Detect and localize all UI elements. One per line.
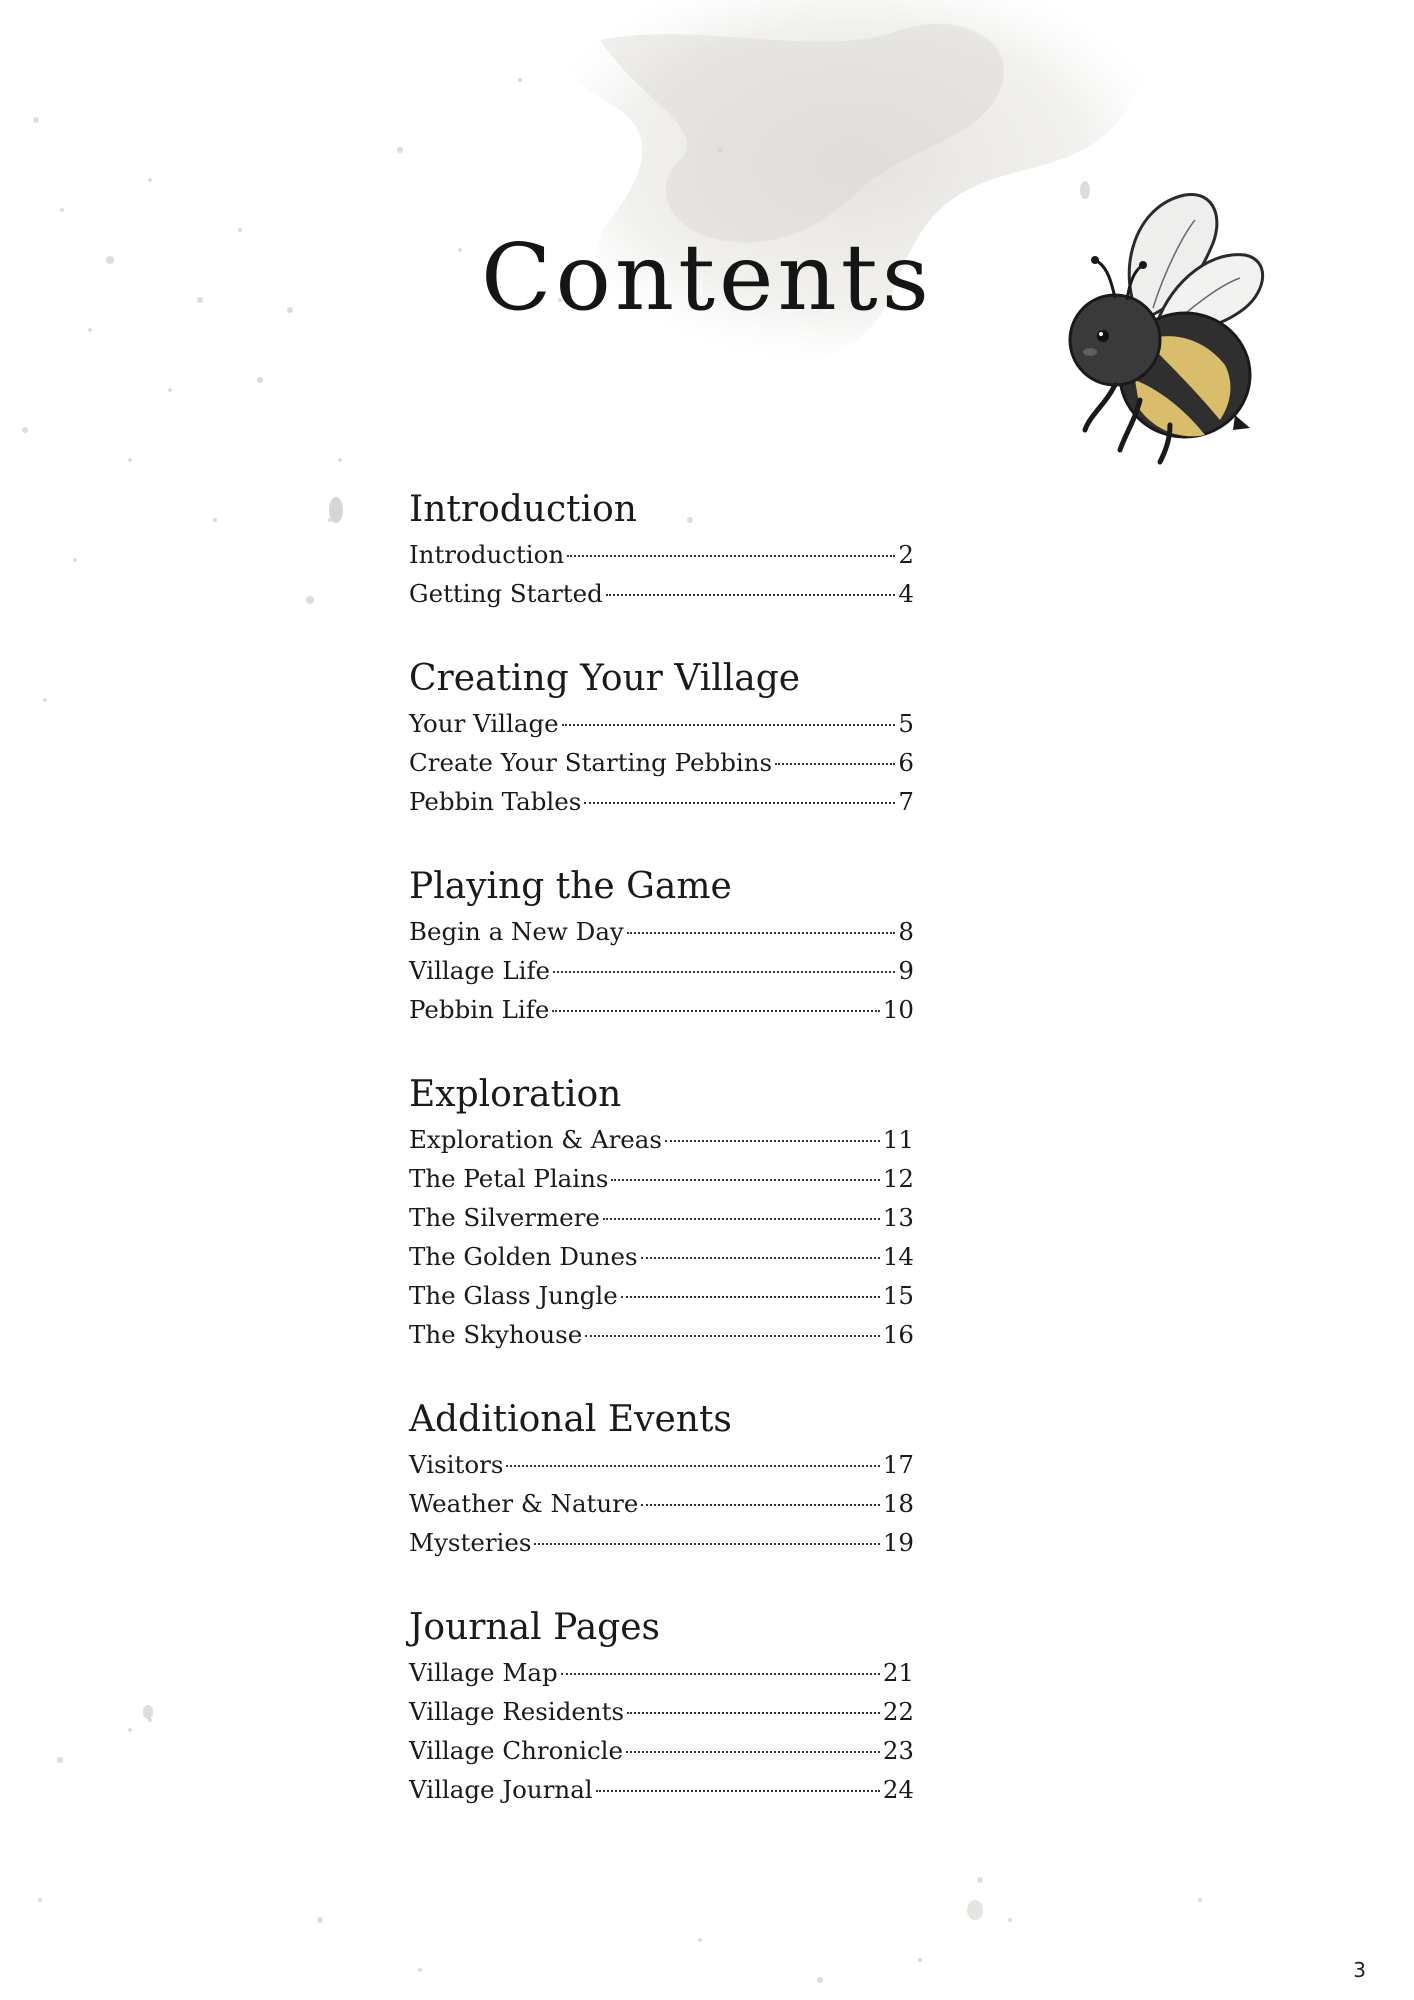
toc-entry[interactable] xyxy=(409,1198,914,1237)
dot-leader xyxy=(621,1296,880,1298)
entry-page: 11 xyxy=(882,1125,914,1154)
entry-label: Introduction xyxy=(409,540,565,569)
entry-page: 6 xyxy=(898,748,914,777)
toc-entry[interactable] xyxy=(409,990,914,1029)
toc-entry[interactable] xyxy=(409,1445,914,1484)
section-heading: Creating Your Village xyxy=(409,658,801,699)
toc-entry[interactable] xyxy=(409,535,914,574)
toc-entry[interactable] xyxy=(409,704,914,743)
entry-label: The Petal Plains xyxy=(409,1164,609,1193)
entry-label: Weather & Nature xyxy=(409,1489,639,1518)
toc-entry[interactable] xyxy=(409,1692,914,1731)
page-number: 3 xyxy=(1353,1958,1366,1982)
entry-label: Exploration & Areas xyxy=(409,1125,662,1154)
dot-leader xyxy=(567,555,895,557)
entry-page: 13 xyxy=(882,1203,914,1232)
toc-entry[interactable] xyxy=(409,574,914,613)
toc-entry[interactable] xyxy=(409,743,914,782)
dot-leader xyxy=(552,1010,879,1012)
entry-label: Create Your Starting Pebbins xyxy=(409,748,773,777)
dot-leader xyxy=(627,932,896,934)
toc-entry[interactable] xyxy=(409,1484,914,1523)
entry-label: Mysteries xyxy=(409,1528,532,1557)
section-heading: Journal Pages xyxy=(409,1607,660,1648)
toc-entry[interactable] xyxy=(409,1159,914,1198)
entry-page: 17 xyxy=(882,1450,914,1479)
table-of-contents xyxy=(409,485,914,1850)
entry-label: Begin a New Day xyxy=(409,917,624,946)
dot-leader xyxy=(606,594,896,596)
entry-label: Village Chronicle xyxy=(409,1736,624,1765)
entry-page: 2 xyxy=(898,540,914,569)
section-heading: Introduction xyxy=(409,489,637,530)
toc-section xyxy=(409,862,914,1029)
section-heading: Additional Events xyxy=(409,1399,732,1440)
dot-leader xyxy=(506,1465,879,1467)
toc-section xyxy=(409,1070,914,1354)
dot-leader xyxy=(553,971,895,973)
toc-entry[interactable] xyxy=(409,1731,914,1770)
section-heading: Playing the Game xyxy=(409,866,732,907)
entry-label: Village Map xyxy=(409,1658,558,1687)
entry-label: The Skyhouse xyxy=(409,1320,583,1349)
section-heading: Exploration xyxy=(409,1074,622,1115)
entry-label: Visitors xyxy=(409,1450,504,1479)
entry-label: Village Life xyxy=(409,956,551,985)
entry-page: 18 xyxy=(882,1489,914,1518)
dot-leader xyxy=(584,802,895,804)
entry-page: 8 xyxy=(898,917,914,946)
entry-page: 19 xyxy=(882,1528,914,1557)
entry-page: 15 xyxy=(882,1281,914,1310)
entry-label: Pebbin Life xyxy=(409,995,550,1024)
entry-page: 21 xyxy=(882,1658,914,1687)
dot-leader xyxy=(603,1218,880,1220)
toc-entry[interactable] xyxy=(409,1276,914,1315)
toc-section xyxy=(409,485,914,613)
entry-label: The Golden Dunes xyxy=(409,1242,638,1271)
entry-label: Getting Started xyxy=(409,579,603,608)
toc-entry[interactable] xyxy=(409,912,914,951)
entry-page: 10 xyxy=(882,995,914,1024)
entry-page: 12 xyxy=(882,1164,914,1193)
toc-entry[interactable] xyxy=(409,1770,914,1809)
entry-label: The Silvermere xyxy=(409,1203,600,1232)
dot-leader xyxy=(611,1179,879,1181)
entry-page: 24 xyxy=(882,1775,914,1804)
page-title: Contents xyxy=(481,223,933,331)
dot-leader xyxy=(534,1543,879,1545)
toc-section xyxy=(409,1395,914,1562)
dot-leader xyxy=(561,1673,880,1675)
toc-section xyxy=(409,654,914,821)
dot-leader xyxy=(596,1790,880,1792)
entry-label: Village Journal xyxy=(409,1775,593,1804)
dot-leader xyxy=(641,1504,879,1506)
dot-leader xyxy=(665,1140,880,1142)
entry-page: 7 xyxy=(898,787,914,816)
dot-leader xyxy=(585,1335,880,1337)
entry-page: 16 xyxy=(882,1320,914,1349)
entry-label: Your Village xyxy=(409,709,559,738)
dot-leader xyxy=(562,724,896,726)
dot-leader xyxy=(627,1712,880,1714)
entry-label: Village Residents xyxy=(409,1697,625,1726)
entry-page: 4 xyxy=(898,579,914,608)
toc-entry[interactable] xyxy=(409,1653,914,1692)
toc-entry[interactable] xyxy=(409,1237,914,1276)
toc-entry[interactable] xyxy=(409,1120,914,1159)
dot-leader xyxy=(641,1257,880,1259)
entry-page: 5 xyxy=(898,709,914,738)
entry-page: 23 xyxy=(882,1736,914,1765)
entry-page: 9 xyxy=(898,956,914,985)
entry-label: Pebbin Tables xyxy=(409,787,582,816)
dot-leader xyxy=(775,763,895,765)
toc-entry[interactable] xyxy=(409,1315,914,1354)
toc-section xyxy=(409,1603,914,1809)
toc-entry[interactable] xyxy=(409,782,914,821)
dot-leader xyxy=(626,1751,880,1753)
toc-entry[interactable] xyxy=(409,951,914,990)
bumblebee-icon xyxy=(1045,190,1275,470)
entry-page: 14 xyxy=(882,1242,914,1271)
entry-page: 22 xyxy=(882,1697,914,1726)
entry-label: The Glass Jungle xyxy=(409,1281,618,1310)
toc-entry[interactable] xyxy=(409,1523,914,1562)
